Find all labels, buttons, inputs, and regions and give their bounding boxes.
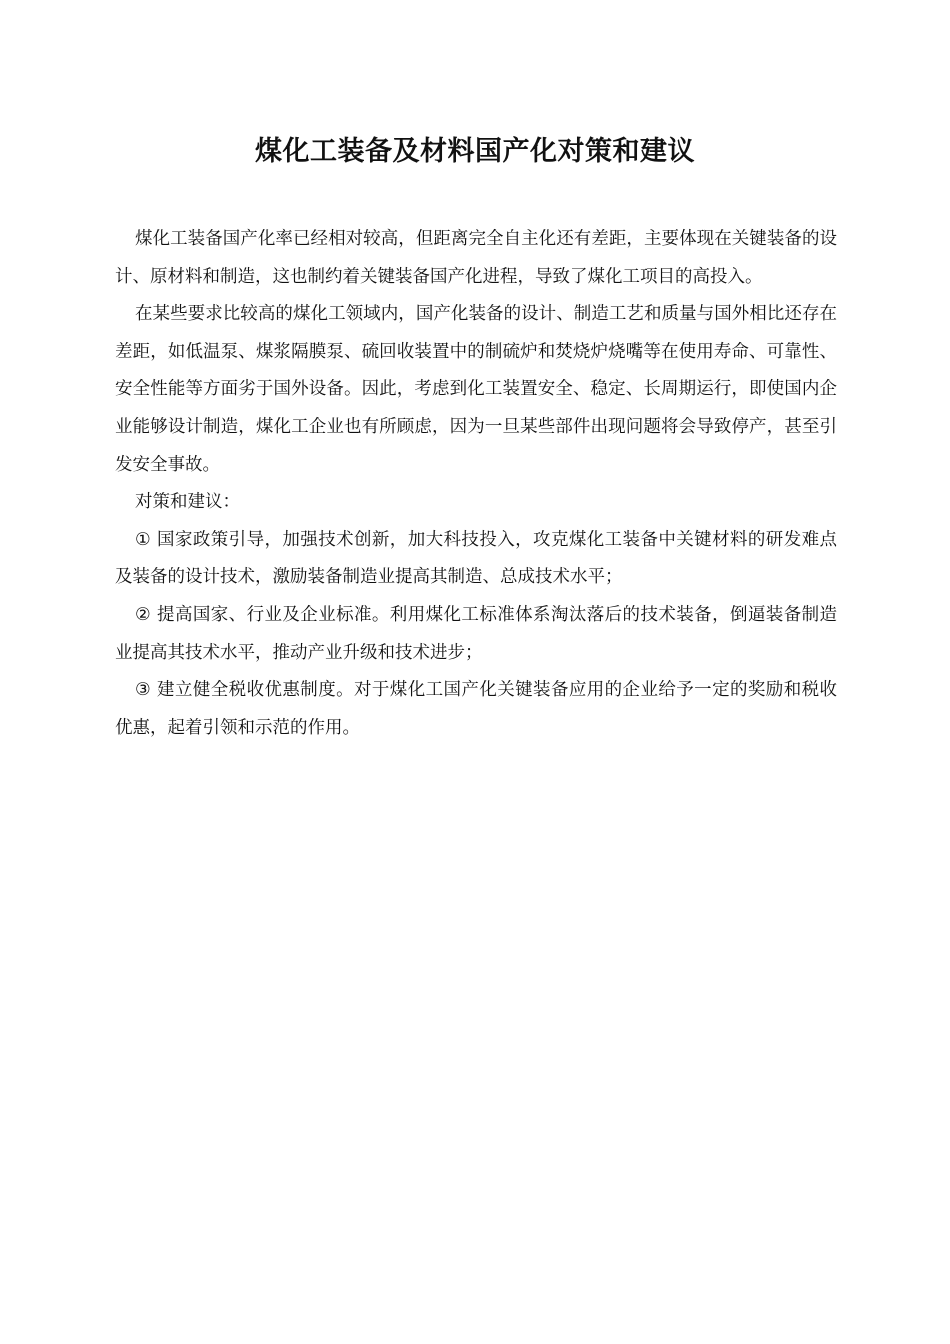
paragraph-intro: 煤化工装备国产化率已经相对较高，但距离完全自主化还有差距，主要体现在关键装备的设计、原材料和制造，这也制约着关键装备国产化进程，导致了煤化工项目的高投入。 [115, 229, 837, 287]
paragraph-suggestion-2: ② 提高国家、行业及企业标准。利用煤化工标准体系淘汰落后的技术装备，倒逼装备制造业提高其技术水平，推动产业升级和技术进步； [115, 604, 837, 663]
paragraph-suggestion-1: ① 国家政策引导，加强技术创新，加大科技投入，攻克煤化工装备中关键材料的研发难点及装备的设计技术，激励装备制造业提高其制造、总成技术水平； [115, 529, 837, 588]
document-body [115, 221, 837, 747]
document-title: 煤化工装备及材料国产化对策和建议 [255, 136, 695, 167]
paragraph-gap: 在某些要求比较高的煤化工领域内，国产化装备的设计、制造工艺和质量与国外相比还存在差距，如低温泵、煤浆隔膜泵、硫回收装置中的制硫炉和焚烧炉烧嘴等在使用寿命、可靠性、安全性能等方面劣于国外设备。因此，考虑到化工装置安全、稳定、长周期运行，即使国内企业能够设计制造，煤化工企业也有所顾虑，因为一旦某些部件出现问题将会导致停产，甚至引发安全事故。 [115, 304, 837, 475]
paragraph-heading-suggestions: 对策和建议： [135, 492, 240, 513]
paragraph-suggestion-3: ③ 建立健全税收优惠制度。对于煤化工国产化关键装备应用的企业给予一定的奖励和税收优惠，起着引领和示范的作用。 [115, 680, 837, 738]
